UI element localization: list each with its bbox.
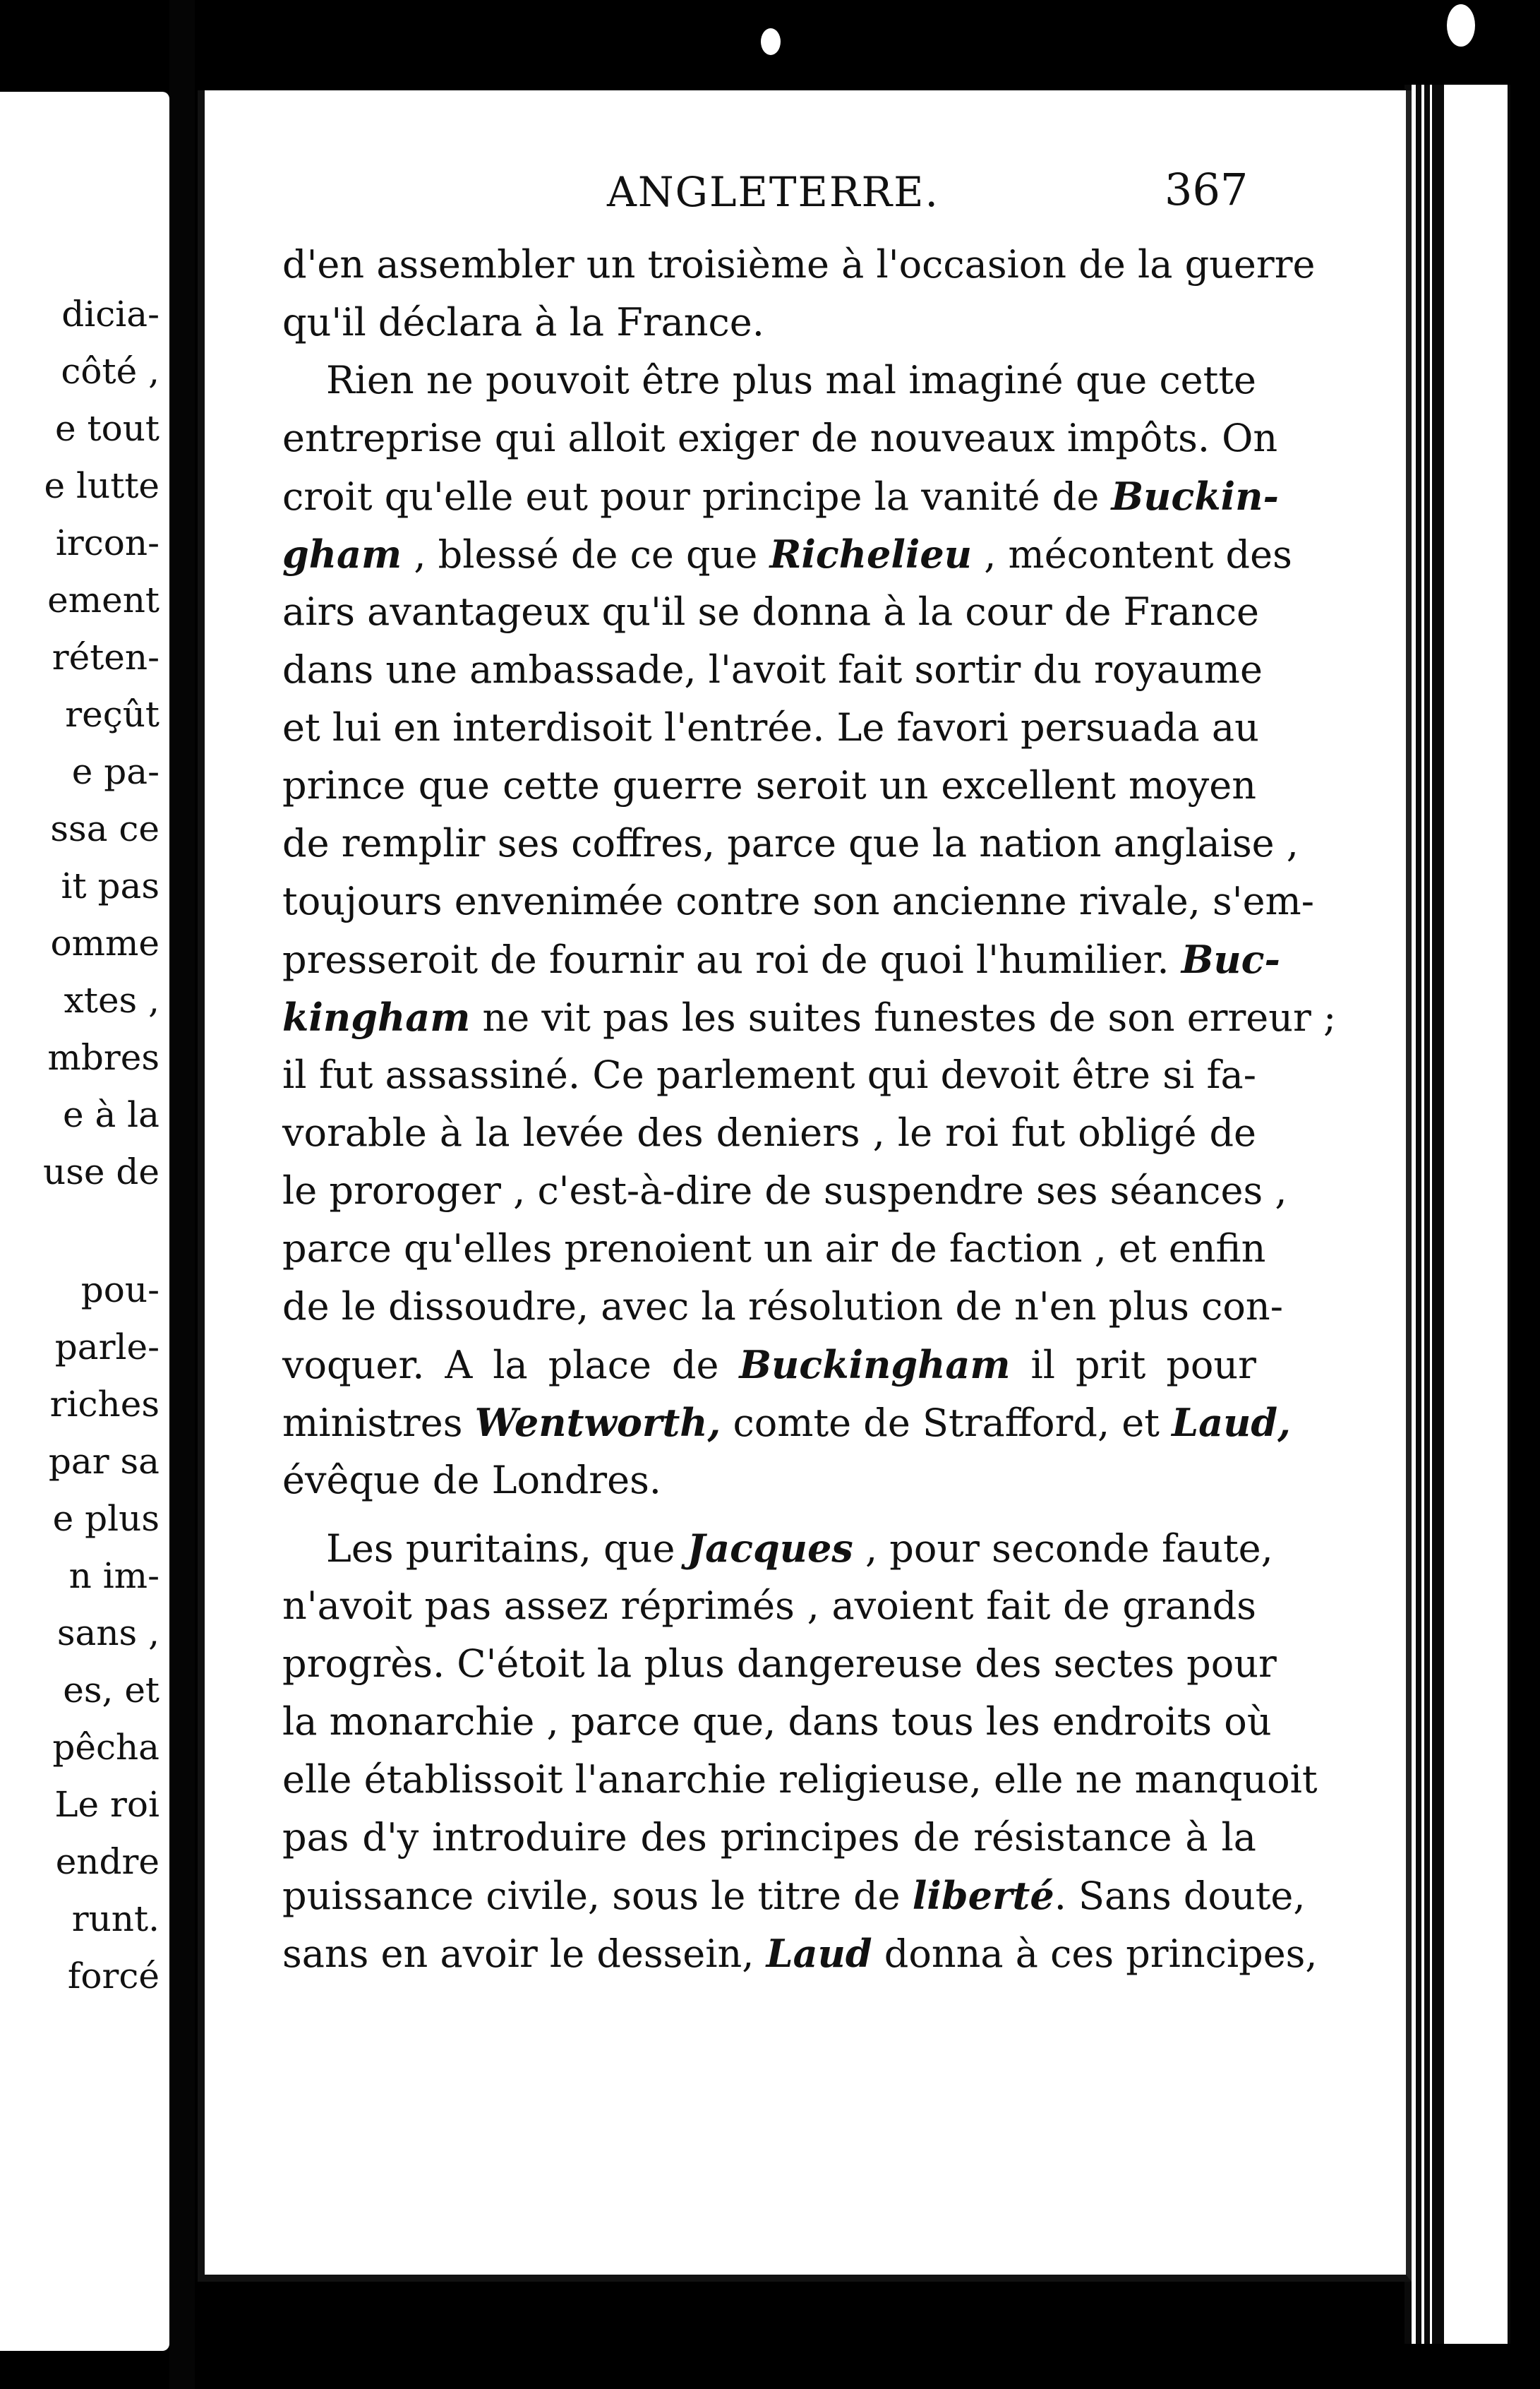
text-line: prince que cette guerre seroit un excellent moyen [282, 763, 1256, 808]
text-line [282, 1519, 1273, 1577]
italic-name: kingham [282, 995, 471, 1040]
text-run: ne vit pas les suites funestes de son erreur ; [470, 995, 1337, 1040]
text-line: progrès. C'étoit la plus dangereuse des sectes pour [282, 1641, 1277, 1686]
italic-name: Wentworth, [474, 1400, 721, 1445]
text-line: vorable à la levée des deniers , le roi fut obligé de [282, 1110, 1256, 1155]
left-page-fragment: e tout [55, 408, 160, 449]
text-line: de le dissoudre, avec la résolution de n'en plus con- [282, 1284, 1283, 1329]
book-page [198, 90, 1412, 2282]
left-page-fragment: it pas [61, 866, 160, 906]
running-head [205, 164, 1406, 232]
left-page-fragment: ement [47, 580, 160, 621]
text-run: , mécontent des [972, 532, 1292, 577]
text-line: qu'il déclara à la France. [282, 300, 764, 345]
italic-name: Buckingham [739, 1342, 1011, 1387]
text-line: Rien ne pouvoit être plus mal imaginé que cette [326, 358, 1256, 402]
italic-name: Laud, [1172, 1400, 1291, 1445]
italic-name: liberté [912, 1873, 1054, 1918]
running-title: ANGLETERRE. [607, 168, 939, 216]
italic-name: Jacques [687, 1526, 853, 1571]
left-page-fragment: sans , [56, 1612, 160, 1653]
left-page-fragment: riches [49, 1384, 160, 1425]
left-page-fragment: e à la [63, 1094, 160, 1135]
left-page-fragment: use de [43, 1151, 160, 1192]
left-page-fragment: par sa [48, 1441, 160, 1482]
text-line [282, 1336, 1256, 1394]
italic-name: Buckin- [1111, 474, 1279, 519]
text-line [282, 467, 1279, 525]
scan-speck [761, 28, 781, 55]
left-page-fragment: e plus [52, 1498, 160, 1539]
text-run: puissance civile, sous le titre de [282, 1874, 913, 1918]
left-page-fragment: dicia- [61, 294, 160, 335]
text-line [282, 988, 1337, 1046]
text-line: pas d'y introduire des principes de résistance à la [282, 1815, 1256, 1860]
text-line: toujours envenimée contre son ancienne rivale, s'em- [282, 879, 1315, 923]
left-page-fragment: pêcha [52, 1727, 160, 1768]
text-line: évêque de Londres. [282, 1458, 661, 1502]
text-line: il fut assassiné. Ce parlement qui devoit être si fa- [282, 1053, 1256, 1097]
left-page-fragment: e pa- [71, 751, 160, 792]
body-text [282, 236, 1337, 1982]
left-page-fragment: côté , [61, 351, 160, 392]
left-page-fragment: omme [50, 923, 160, 964]
text-line: la monarchie , parce que, dans tous les endroits où [282, 1699, 1272, 1744]
text-line: et lui en interdisoit l'entrée. Le favori persuada au [282, 705, 1259, 750]
left-page-fragment: parle- [54, 1327, 160, 1367]
left-page-fragment: ssa ce [50, 808, 160, 849]
italic-name: Buc- [1181, 937, 1280, 982]
text-run: sans en avoir le dessein, [282, 1932, 766, 1976]
text-run: presseroit de fournir au roi de quoi l'humilier. [282, 938, 1181, 982]
text-run: ministres [282, 1401, 475, 1445]
text-line: de remplir ses coffres, parce que la nation anglaise , [282, 821, 1299, 866]
text-line: parce qu'elles prenoient un air de faction , et enfin [282, 1226, 1266, 1271]
left-facing-page [0, 92, 169, 2351]
italic-name: Richelieu [769, 532, 973, 577]
left-page-fragment: pou- [80, 1269, 160, 1310]
text-run: croit qu'elle eut pour principe la vanité de [282, 474, 1112, 519]
text-line [282, 1394, 1291, 1451]
text-line [282, 1924, 1318, 1982]
left-page-fragment: réten- [52, 637, 160, 678]
text-line: airs avantageux qu'il se donna à la cour de France [282, 589, 1260, 634]
text-line [282, 930, 1280, 988]
text-run: donna à ces principes, [872, 1932, 1318, 1976]
italic-name: Laud [766, 1931, 872, 1976]
page-edge-stack [1404, 85, 1510, 2344]
italic-name: gham [282, 532, 402, 577]
text-run: comte de Strafford, et [721, 1401, 1172, 1445]
text-run: . Sans doute, [1054, 1874, 1306, 1918]
left-page-fragment: ircon- [55, 522, 160, 563]
text-run: voquer. A la place de [282, 1343, 740, 1387]
text-run: il prit pour [1010, 1343, 1256, 1387]
left-page-fragment: reçût [65, 694, 160, 735]
left-page-fragment: endre [55, 1841, 160, 1882]
text-run: , blessé de ce que [402, 532, 770, 577]
text-run: Les puritains, que [326, 1526, 687, 1571]
text-run: , pour seconde faute, [853, 1526, 1273, 1571]
text-line: le proroger , c'est-à-dire de suspendre ses séances , [282, 1168, 1287, 1213]
left-page-fragment: mbres [47, 1037, 160, 1078]
left-page-fragment: es, et [63, 1670, 160, 1711]
book-gutter [169, 0, 195, 2389]
text-line: n'avoit pas assez réprimés , avoient fait de grands [282, 1583, 1256, 1628]
text-line: dans une ambassade, l'avoit fait sortir du royaume [282, 647, 1263, 692]
left-page-fragment: runt. [71, 1898, 160, 1939]
left-page-fragment: e lutte [44, 465, 160, 506]
left-page-fragment: xtes , [64, 980, 160, 1021]
scan-speck [1447, 4, 1475, 47]
text-line: d'en assembler un troisième à l'occasion de la guerre [282, 242, 1316, 287]
text-line [282, 525, 1292, 583]
page-number: 367 [1165, 164, 1249, 215]
left-page-fragment: n im- [68, 1555, 160, 1596]
text-line: elle établissoit l'anarchie religieuse, elle ne manquoit [282, 1757, 1318, 1802]
text-line: entreprise qui alloit exiger de nouveaux impôts. On [282, 416, 1278, 460]
left-page-fragment: forcé [67, 1956, 160, 1996]
left-page-fragment: Le roi [54, 1784, 160, 1825]
text-line [282, 1867, 1306, 1924]
